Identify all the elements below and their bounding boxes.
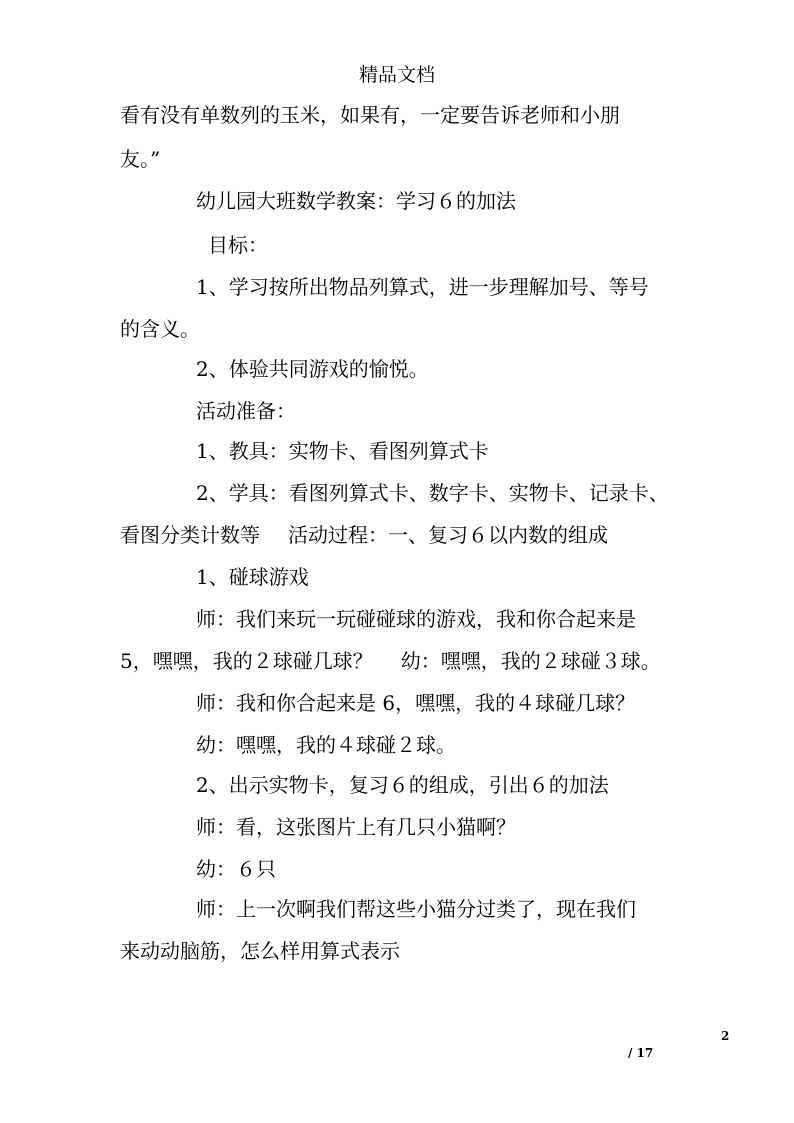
page-number: 2 bbox=[721, 1029, 730, 1043]
text-line: 友。” bbox=[120, 147, 161, 171]
text-line: 1、碰球游戏 bbox=[196, 565, 309, 589]
text-segment: 5，嘿嘿，我的２球碰几球？ bbox=[120, 649, 373, 673]
text-line: 2、学具：看图列算式卡、数字卡、实物卡、记录卡、 bbox=[196, 481, 669, 505]
text-segment: 幼：嘿嘿，我的２球碰３球。 bbox=[400, 649, 661, 673]
text-segment: 看图分类计数等 bbox=[120, 523, 260, 547]
text-line: 1、学习按所出物品列算式，进一步理解加号、等号 bbox=[196, 275, 649, 299]
section-heading-process: 活动过程：一、复习６以内数的组成 bbox=[288, 523, 608, 547]
text-line: 来动动脑筋，怎么样用算式表示 bbox=[120, 939, 400, 963]
lesson-title: 幼儿园大班数学教案：学习６的加法 bbox=[196, 189, 516, 213]
text-line bbox=[120, 521, 608, 549]
text-line: 2、出示实物卡，复习６的组成，引出６的加法 bbox=[196, 773, 609, 797]
section-heading-preparation: 活动准备： bbox=[196, 399, 296, 423]
text-line: 1、教具：实物卡、看图列算式卡 bbox=[196, 439, 489, 463]
page-header-title: 精品文档 bbox=[358, 64, 435, 86]
text-line bbox=[120, 647, 661, 675]
text-line: 幼：６只 bbox=[196, 857, 276, 881]
text-line: 看有没有单数列的玉米，如果有，一定要告诉老师和小朋 bbox=[120, 103, 620, 127]
text-line: 师：上一次啊我们帮这些小猫分过类了，现在我们 bbox=[196, 897, 636, 921]
page-total: / 17 bbox=[628, 1046, 654, 1060]
text-line: 师：我们来玩一玩碰碰球的游戏，我和你合起来是 bbox=[196, 607, 636, 631]
section-heading-goals: 目标： bbox=[208, 233, 268, 257]
text-line: 的含义。 bbox=[120, 317, 200, 341]
text-line: 师：我和你合起来是 6，嘿嘿，我的４球碰几球？ bbox=[196, 691, 636, 715]
text-line: 2、体验共同游戏的愉悦。 bbox=[196, 357, 429, 381]
text-line: 师：看，这张图片上有几只小猫啊？ bbox=[196, 815, 516, 839]
text-line: 幼：嘿嘿，我的４球碰２球。 bbox=[196, 733, 456, 757]
